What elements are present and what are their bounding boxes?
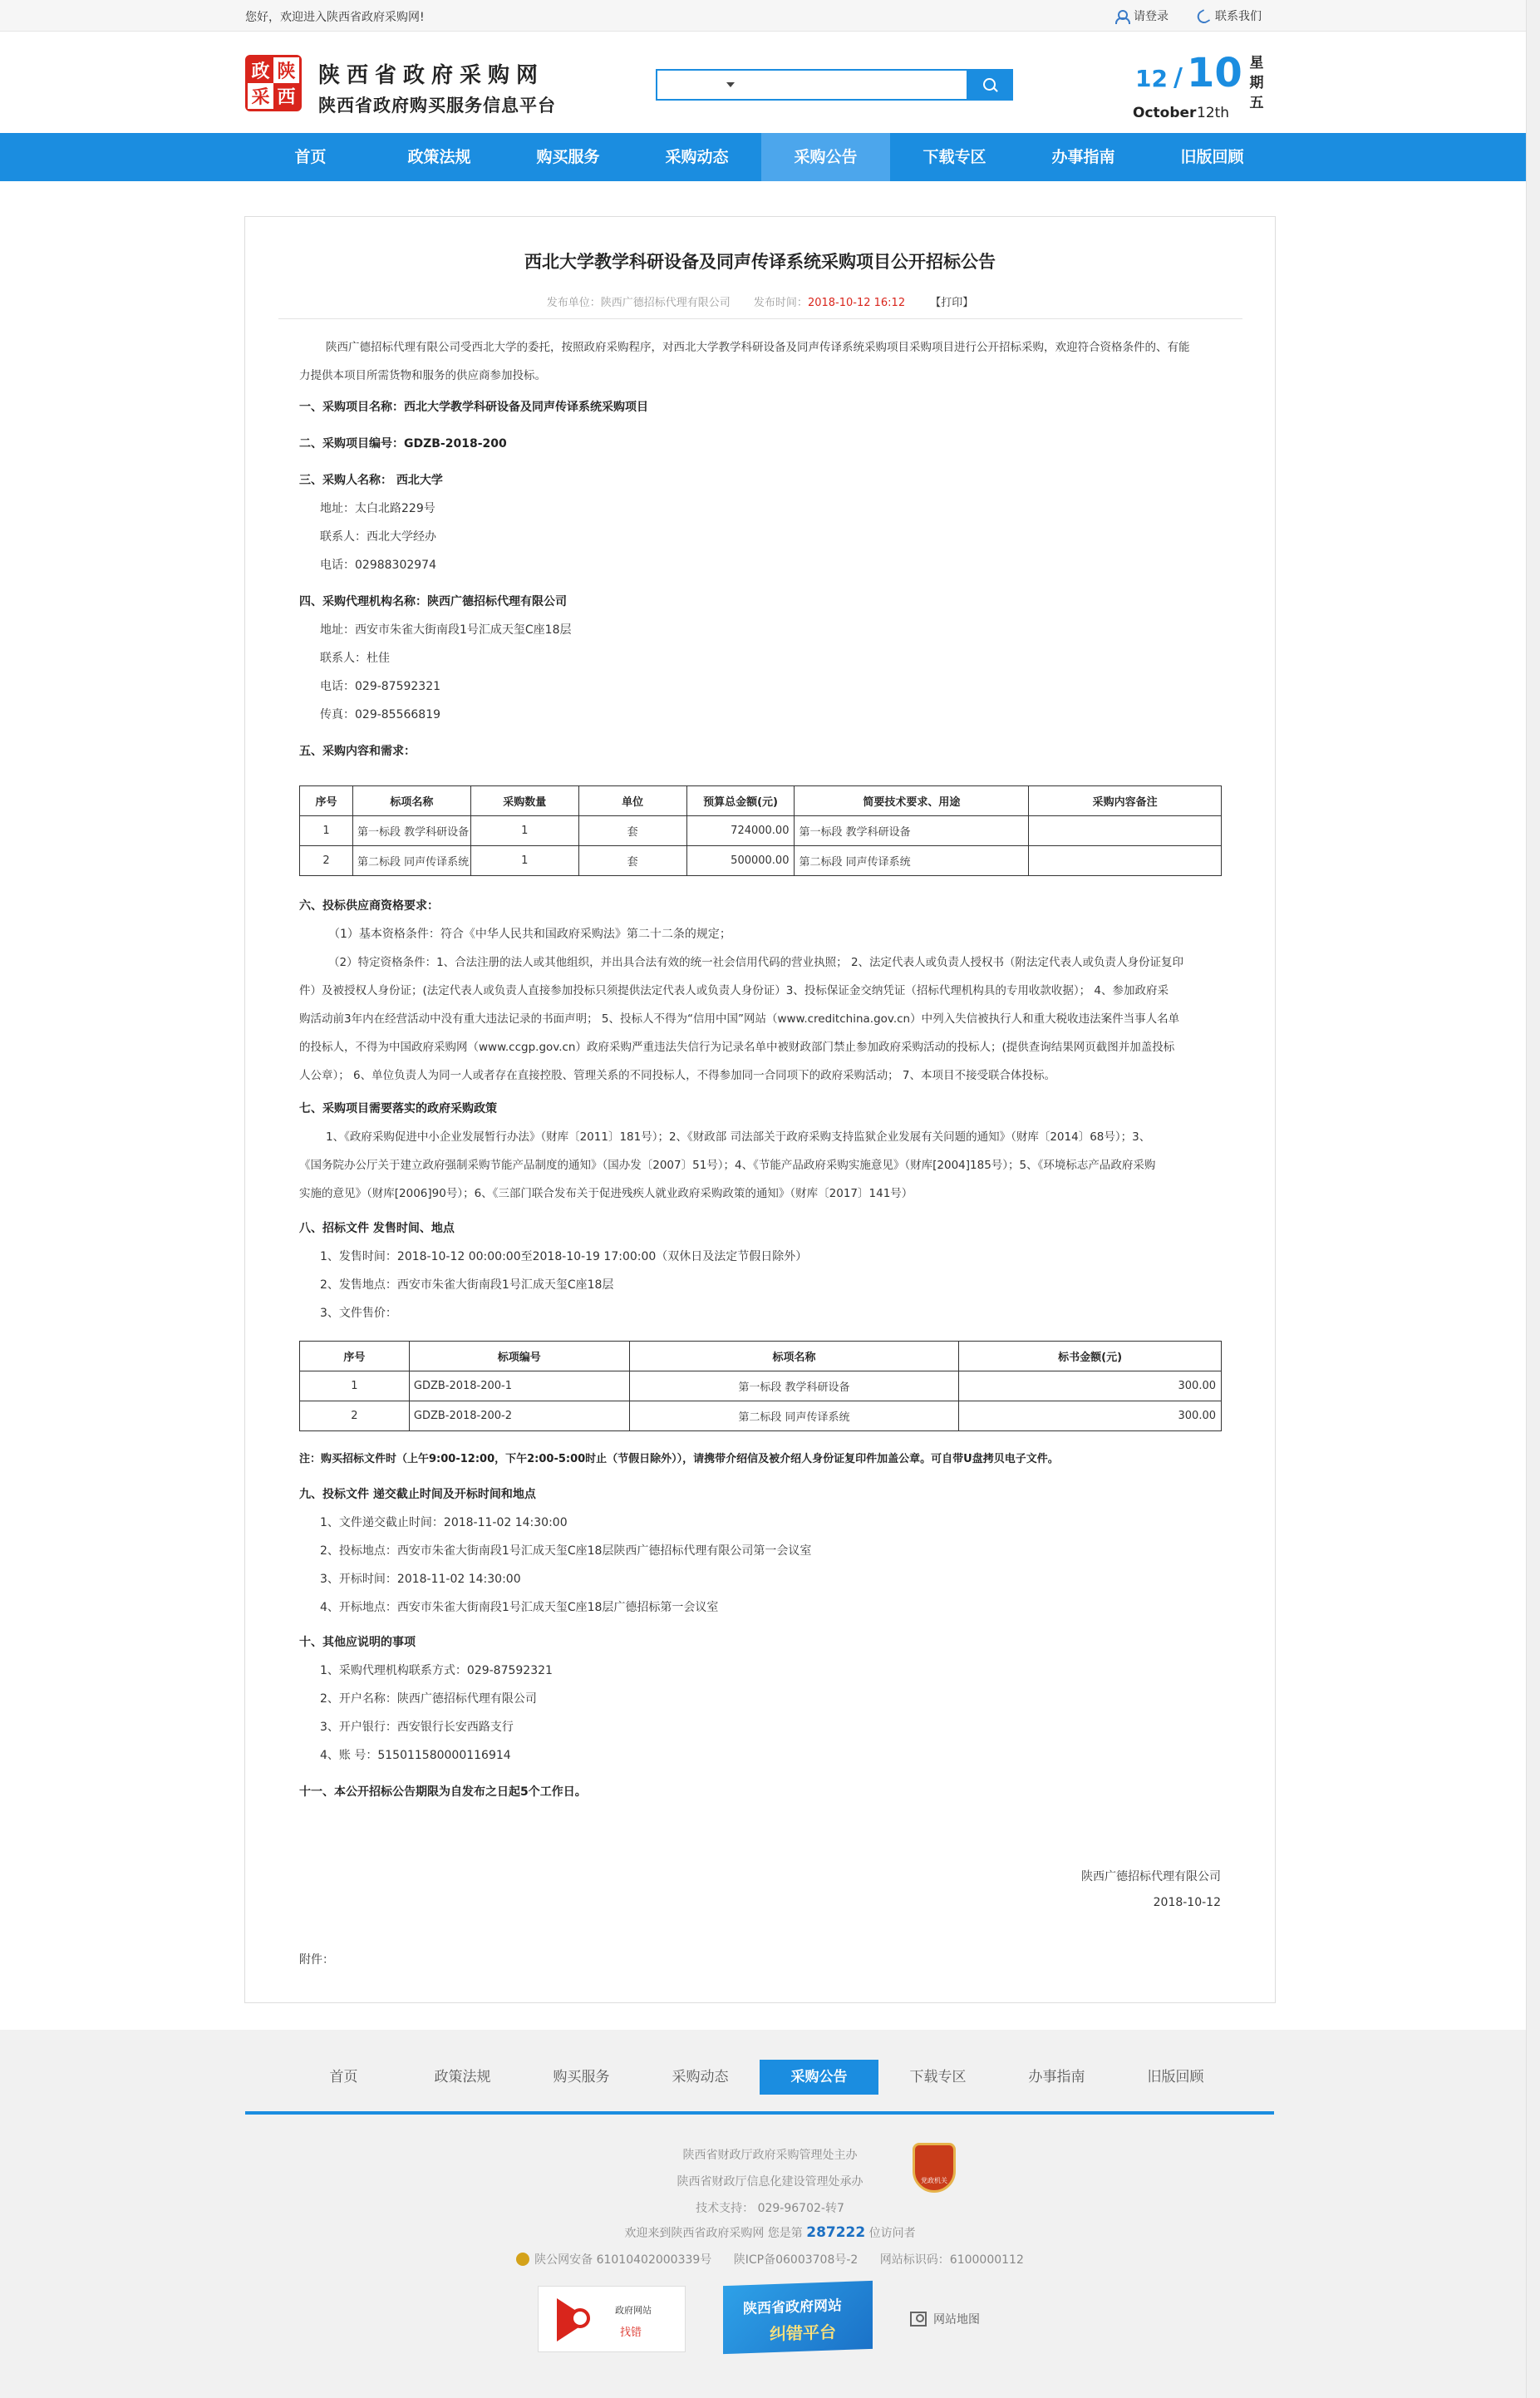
nav-item-home[interactable]: 首页 — [294, 148, 327, 166]
qualification-basic: （1）基本资格条件：符合《中华人民共和国政府采购法》第二十二条的规定； — [328, 928, 731, 941]
login-link[interactable]: 请登录 — [1115, 7, 1169, 24]
site-name-secondary: 陕西省政府购买服务信息平台 — [318, 96, 556, 116]
sale-place: 2、发售地点：西安市朱雀大街南段1号汇成天玺C座18层 — [320, 1278, 614, 1292]
purchaser-tel: 电话：02988302974 — [320, 559, 436, 572]
qualification-line: 购活动前3年内在经营活动中没有重大违法记录的书面声明； 5、投标人不得为“信用中国”网站（www.creditchina.gov.cn）中列入失信被执行人和重大税收违法案件当事人名单 — [299, 1012, 1180, 1026]
table-header-row: 序号 标项编号 标项名称 标书金额(元) — [300, 1342, 1222, 1371]
footer-divider — [245, 2111, 1274, 2115]
footer-nav-home[interactable]: 首页 — [329, 2069, 358, 2085]
intro-paragraph: 陕西广德招标代理有限公司受西北大学的委托，按照政府采购程序，对西北大学教学科研设备及同声传译系统采购项目采购项目进行公开招标采购，欢迎符合资格条件的、有能 — [326, 341, 1190, 354]
footer-visits: 欢迎来到陕西省政府采购网 您是第 287222 位访问者 — [624, 2224, 916, 2241]
nav-item-news[interactable]: 采购动态 — [665, 148, 729, 166]
site-logo[interactable] — [245, 55, 302, 111]
site-name-primary: 陕西省政府采购网 — [318, 63, 545, 88]
nav-item-guide[interactable]: 办事指南 — [1051, 148, 1115, 166]
logo-char: 采 — [248, 83, 273, 109]
section-heading: 十一、本公开招标公告期限为自发布之日起5个工作日。 — [299, 1785, 587, 1799]
article-panel — [244, 216, 1276, 2003]
nav-item-legacy[interactable]: 旧版回顾 — [1180, 148, 1244, 166]
shaanxi-error-platform-button[interactable]: 陕西省政府网站 纠错平台 — [723, 2281, 873, 2354]
opening-time: 3、开标时间：2018-11-02 14:30:00 — [320, 1573, 521, 1586]
section-heading: 三、采购人名称： 西北大学 — [299, 474, 443, 487]
date-day-en: 12th — [1197, 105, 1230, 121]
visit-count: 287222 — [806, 2224, 866, 2241]
beian-link[interactable]: 陕公网安备 61010402000339号 — [534, 2253, 712, 2267]
nav-item-services[interactable]: 购买服务 — [536, 148, 600, 166]
footer-nav-legacy[interactable]: 旧版回顾 — [1147, 2069, 1204, 2085]
logo-char: 西 — [273, 83, 299, 109]
footer-host: 陕西省财政厅政府采购管理处主办 — [682, 2149, 858, 2162]
table-row: 2 第二标段 同声传译系统 1 套 500000.00 第二标段 同声传译系统 — [300, 846, 1222, 876]
tender-fee-table — [299, 1341, 1222, 1431]
nav-item-notices[interactable]: 采购公告 — [761, 133, 890, 181]
table-row: 1 第一标段 教学科研设备 1 套 724000.00 第一标段 教学科研设备 — [300, 816, 1222, 846]
date-month: 12 — [1135, 65, 1168, 92]
article-title: 西北大学教学科研设备及同声传译系统采购项目公开招标公告 — [524, 252, 996, 272]
section-heading: 四、采购代理机构名称：陕西广德招标代理有限公司 — [299, 595, 567, 608]
deadline: 1、文件递交截止时间：2018-11-02 14:30:00 — [320, 1516, 568, 1529]
police-badge-icon — [516, 2253, 529, 2266]
welcome-text: 您好，欢迎进入陕西省政府采购网! — [245, 11, 425, 24]
account-number: 4、账 号：515011580000116914 — [320, 1749, 511, 1762]
purchaser-address: 地址：太白北路229号 — [320, 502, 435, 515]
user-icon — [1115, 10, 1127, 22]
date-month-en: October — [1133, 105, 1197, 121]
map-icon — [910, 2312, 927, 2327]
policy-line: 1、《政府采购促进中小企业发展暂行办法》（财库〔2011〕181号）；2、《财政部 司法部关于政府采购支持监狱企业发展有关问题的通知》（财库〔2014〕68号）；3、 — [326, 1130, 1151, 1144]
contact-link[interactable]: 联系我们 — [1197, 7, 1262, 24]
scrollbar[interactable] — [1526, 0, 1540, 2398]
sale-time: 1、发售时间：2018-10-12 00:00:00至2018-10-19 17:00:00（双休日及法定节假日除外） — [320, 1250, 808, 1263]
bid-place: 2、投标地点：西安市朱雀大街南段1号汇成天玺C座18层陕西广德招标代理有限公司第一会议室 — [320, 1544, 812, 1558]
footer-nav-notices[interactable]: 采购公告 — [760, 2060, 878, 2095]
footer-nav-news[interactable]: 采购动态 — [672, 2069, 729, 2085]
footer-beian — [0, 2251, 1540, 2268]
procurement-table — [299, 785, 1222, 876]
article-meta: 发布单位：陕西广德招标代理有限公司 发布时间：2018-10-12 16:12 【打印】 — [546, 297, 974, 309]
table-header-row: 序号 标项名称 采购数量 单位 预算总金额(元) 简要技术要求、用途 采购内容备注 — [300, 786, 1222, 816]
qualification-line: 的投标人，不得为中国政府采购网（www.ccgp.gov.cn）政府采购严重违法失信行为记录名单中被财政部门禁止参加政府采购活动的投标人；(提供查询结果网页截图并加盖投标 — [299, 1041, 1175, 1054]
agency-tel: 电话：029-87592321 — [320, 680, 441, 693]
main-nav — [0, 133, 1540, 181]
print-link[interactable]: 【打印】 — [930, 297, 974, 309]
table-row: 2 GDZB-2018-200-2 第二标段 同声传译系统 300.00 — [300, 1401, 1222, 1431]
footer-undertake: 陕西省财政厅信息化建设管理处承办 — [677, 2175, 863, 2189]
intro-paragraph: 力提供本项目所需货物和服务的供应商参加投标。 — [299, 369, 546, 382]
search-button[interactable] — [967, 69, 1013, 101]
footer-support: 技术支持： 029-96702-转7 — [696, 2202, 844, 2215]
logo-char: 陕 — [273, 57, 299, 83]
logo-char: 政 — [248, 57, 273, 83]
nav-item-downloads[interactable]: 下载专区 — [923, 148, 986, 166]
search-box — [656, 69, 1013, 101]
site-id: 网站标识码：6100000112 — [879, 2253, 1024, 2267]
publisher: 陕西广德招标代理有限公司 — [600, 297, 731, 309]
publish-time: 2018-10-12 16:12 — [807, 297, 906, 309]
date-display — [1130, 50, 1272, 125]
section-heading: 九、投标文件 递交截止时间及开标时间和地点 — [299, 1488, 536, 1501]
policy-line: 实施的意见》（财库[2006]90号）；6、《三部门联合发布关于促进残疾人就业政府采购政策的通知》（财库〔2017〕141号） — [299, 1187, 913, 1200]
gov-site-error-button[interactable]: 政府网站 找错 — [538, 2286, 686, 2352]
signature-org: 陕西广德招标代理有限公司 — [1081, 1870, 1221, 1883]
footer-nav-downloads[interactable]: 下载专区 — [909, 2069, 967, 2085]
section-heading: 一、采购项目名称：西北大学教学科研设备及同声传译系统采购项目 — [299, 401, 648, 414]
date-day: 10 — [1187, 50, 1242, 96]
section-heading: 八、招标文件 发售时间、地点 — [299, 1222, 455, 1235]
attachments-label: 附件： — [299, 1953, 334, 1967]
divider — [278, 318, 1242, 319]
section-heading: 六、投标供应商资格要求： — [299, 899, 439, 913]
account-name: 2、开户名称：陕西广德招标代理有限公司 — [320, 1692, 537, 1706]
footer-nav-services[interactable]: 购买服务 — [553, 2069, 610, 2085]
party-government-badge-icon[interactable] — [913, 2143, 956, 2193]
table-row: 1 GDZB-2018-200-1 第一标段 教学科研设备 300.00 — [300, 1371, 1222, 1401]
icp-link[interactable]: 陕ICP备06003708号-2 — [733, 2253, 859, 2267]
top-links — [1115, 7, 1262, 24]
qualification-line: 人公章）； 6、单位负责人为同一人或者存在直接控股、管理关系的不同投标人，不得参加同一合同项下的政府采购活动； 7、本项目不接受联合体投标。 — [299, 1069, 1056, 1082]
footer-nav — [245, 2060, 1274, 2096]
date-weekday: 星 期 五 — [1249, 55, 1264, 111]
purchase-note: 注：购买招标文件时（上午9:00-12:00，下午2:00-5:00时止（节假日除外）），请携带介绍信及被介绍人身份证复印件加盖公章。可自带U盘拷贝电子文件。 — [299, 1453, 1059, 1465]
purchaser-contact: 联系人：西北大学经办 — [320, 530, 436, 544]
site-name — [318, 58, 556, 117]
bank: 3、开户银行：西安银行长安西路支行 — [320, 1721, 514, 1734]
footer-nav-guide[interactable]: 办事指南 — [1028, 2069, 1085, 2085]
policy-line: 《国务院办公厅关于建立政府强制采购节能产品制度的通知》（国办发〔2007〕51号）；4、《节能产品政府采购实施意见》（财库[2004]185号）；5、《环境标志产品政府采购 — [299, 1159, 1156, 1172]
opening-place: 4、开标地点：西安市朱雀大街南段1号汇成天玺C座18层广德招标第一会议室 — [320, 1601, 719, 1614]
qualification-line: （2）特定资格条件：1、合法注册的法人或其他组织，并出具合法有效的统一社会信用代码的营业执照； 2、法定代表人或负责人授权书（附法定代表人或负责人身份证复印 — [328, 956, 1184, 969]
agency-contact: 联系人：杜佳 — [320, 652, 390, 665]
agency-fax: 传真：029-85566819 — [320, 708, 441, 721]
search-category-select[interactable] — [657, 71, 740, 99]
section-heading: 十、其他应说明的事项 — [299, 1636, 416, 1649]
sale-price-label: 3、文件售价： — [320, 1307, 397, 1320]
agency-phone: 1、采购代理机构联系方式：029-87592321 — [320, 1664, 553, 1677]
nav-item-policy[interactable]: 政策法规 — [407, 148, 471, 166]
date-slash: / — [1173, 63, 1183, 92]
section-heading: 五、采购内容和需求： — [299, 745, 416, 758]
top-bar — [0, 0, 1540, 32]
sitemap-link[interactable]: 网站地图 — [910, 2311, 980, 2327]
section-heading: 二、采购项目编号：GDZB-2018-200 — [299, 437, 507, 451]
signature-date: 2018-10-12 — [1153, 1896, 1221, 1909]
section-heading: 七、采购项目需要落实的政府采购政策 — [299, 1102, 497, 1115]
header — [0, 32, 1540, 133]
magnifier-icon — [570, 2308, 590, 2328]
footer-nav-policy[interactable]: 政策法规 — [434, 2069, 491, 2085]
footer — [0, 2030, 1540, 2398]
qualification-line: 件）及被授权人身份证；(法定代表人或负责人直接参加投标只须提供法定代表人或负责人身份证）3、投标保证金交纳凭证（招标代理机构具的专用收款收据）； 4、参加政府采 — [299, 984, 1169, 997]
agency-address: 地址：西安市朱雀大街南段1号汇成天玺C座18层 — [320, 623, 572, 637]
search-input[interactable] — [740, 71, 967, 99]
phone-icon — [1197, 10, 1208, 22]
